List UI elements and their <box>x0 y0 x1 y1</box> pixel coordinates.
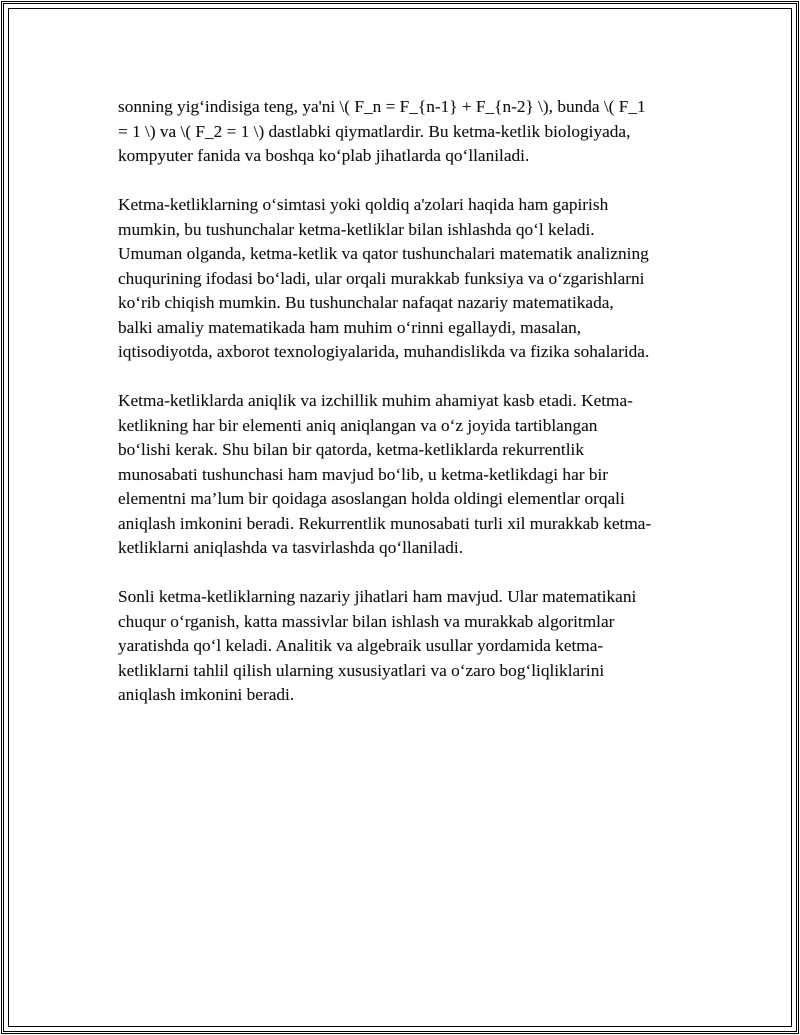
paragraph-theory: Sonli ketma-ketliklarning nazariy jihatlari ham mavjud. Ular matematikani chuqur o‘rganish, katta massivlar bilan ishlash va murakkab algoritmlar yaratishda qo‘l keladi. Analitik va algebraik usullar yordamida ketma- ketliklarni tahlil qilish ularning xususiyatlari va o‘zaro bog‘liqliklarini aniqlash imkonini beradi. <box>118 587 637 704</box>
document-body <box>118 95 690 732</box>
paragraph-recurrence: Ketma-ketliklarda aniqlik va izchillik muhim ahamiyat kasb etadi. Ketma- ketlikning har bir elementi aniq aniqlangan va o‘z joyida tartiblangan bo‘lishi kerak. Shu bilan bir qatorda, ketma-ketliklarda rekurrentlik munosabati tushunchasi ham mavjud bo‘lib, u ketma-ketlikdagi har bir elementni ma’lum bir qoidaga asoslangan holda oldingi elementlar orqali aniqlash imkonini beradi. Rekurrentlik munosabati turli xil murakkab ketma- ketliklarni aniqlashda va tasvirlashda qo‘llaniladi. <box>118 391 652 557</box>
paragraph-sequence-concepts: Ketma-ketliklarning o‘simtasi yoki qoldiq a'zolari haqida ham gapirish mumkin, bu tushunchalar ketma-ketliklar bilan ishlashda qo‘l keladi. Umuman olganda, ketma-ketlik va qator tushunchalari matematik analizning chuqurining ifodasi bo‘ladi, ular orqali murakkab funksiya va o‘zgarishlarni ko‘rib chiqish mumkin. Bu tushunchalar nafaqat nazariy matematikada, balki amaliy matematikada ham muhim o‘rinni egallaydi, masalan, iqtisodiyotda, axborot texnologiyalarida, muhandislikda va fizika sohalarida. <box>118 195 650 361</box>
paragraph-fibonacci: sonning yig‘indisiga teng, ya'ni \( F_n = F_{n-1} + F_{n-2} \), bunda \( F_1 = 1 \) va \( F_2 = 1 \) dastlabki qiymatlardir. Bu ketma-ketlik biologiyada, kompyuter fanida va boshqa ko‘plab jihatlarda qo‘llaniladi. <box>118 97 646 165</box>
